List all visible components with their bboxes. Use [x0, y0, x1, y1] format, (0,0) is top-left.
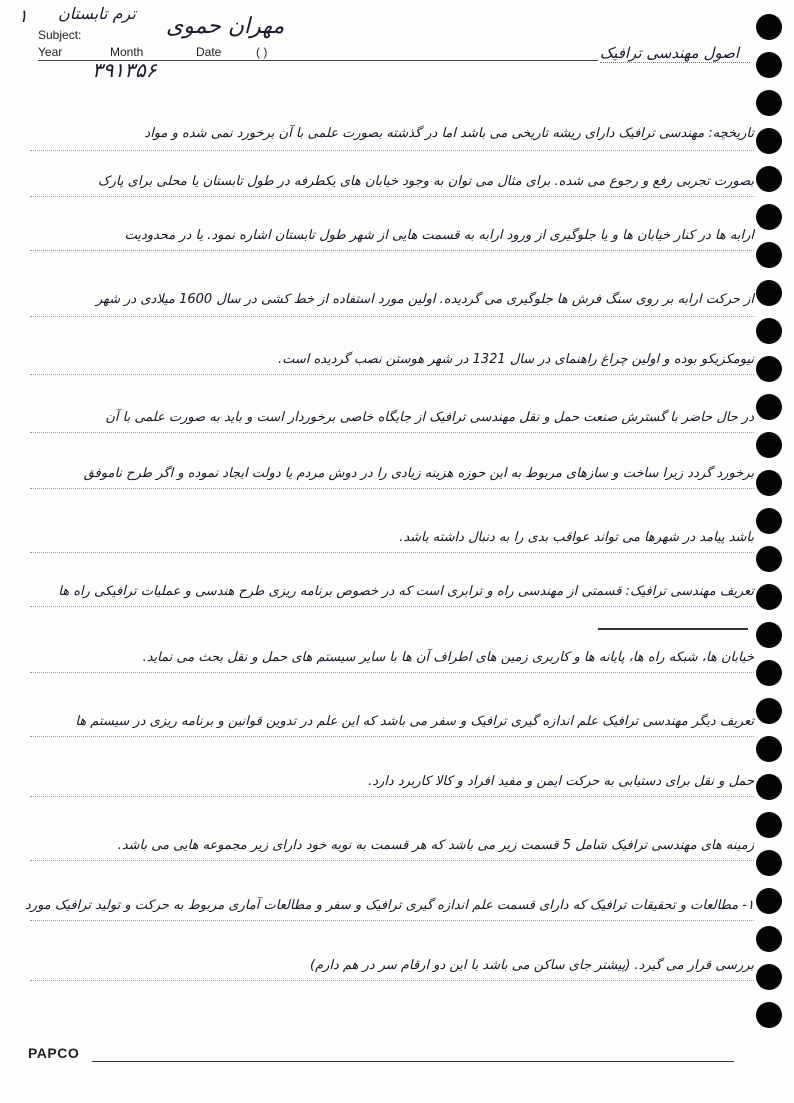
- subject-label: Subject:: [38, 28, 82, 42]
- month-label: Month: [110, 45, 144, 59]
- ruled-line: [30, 980, 754, 981]
- binder-hole-icon: [756, 508, 782, 534]
- binder-hole-icon: [756, 812, 782, 838]
- binder-hole-icon: [756, 660, 782, 686]
- body-line-8: باشد پیامد در شهرها می تواند عواقب بدی را به دنبال داشته باشد.: [399, 530, 754, 545]
- page-title: اصول مهندسی ترافیک: [599, 44, 739, 62]
- binder-hole-icon: [756, 52, 782, 78]
- body-line-7: برخورد گردد زیرا ساخت و سازهای مربوط به این حوزه هزینه زیادی را در دوش مردم یا دولت ایجاد نموده و اگر طرح ناموفق: [83, 466, 754, 481]
- ruled-line: [30, 374, 754, 375]
- body-line-11: تعریف دیگر مهندسی ترافیک علم اندازه گیری ترافیک و سفر می باشد که این علم در تدوین قوانین و برنامه ریزی در سیستم ها: [75, 714, 754, 729]
- binder-hole-icon: [756, 622, 782, 648]
- binder-hole-icon: [756, 888, 782, 914]
- ruled-line: [30, 316, 754, 317]
- year-label: Year: [38, 45, 63, 59]
- body-line-12: حمل و نقل برای دستیابی به حرکت ایمن و مفید افراد و کالا کاربرد دارد.: [368, 774, 754, 789]
- binder-hole-icon: [756, 204, 782, 230]
- student-number: ۳۹۱۳۵۶: [92, 58, 157, 82]
- binder-hole-icon: [756, 356, 782, 382]
- body-line-2: بصورت تجربی رفع و رجوع می شده. برای مثال می توان به وجود خیابان های یکطرفه در طول تابستان یا محلی برای پارک: [98, 174, 754, 189]
- ruled-line: [30, 196, 754, 197]
- body-line-15: بررسی قرار می گیرد. (پیشتر جای ساکن می باشد با این دو ارقام سر در هم دارم): [309, 958, 754, 973]
- papco-brand: PAPCO: [28, 1045, 80, 1061]
- ruled-line: [30, 488, 754, 489]
- binder-hole-icon: [756, 470, 782, 496]
- binder-hole-icon: [756, 432, 782, 458]
- body-line-1: تاریخچه: مهندسی ترافیک دارای ریشه تاریخی می باشد اما در گذشته بصورت علمی با آن برخورد نمی شده و مواد: [144, 126, 754, 141]
- binder-hole-icon: [756, 698, 782, 724]
- title-rule: [600, 62, 750, 63]
- ruled-line: [30, 250, 754, 251]
- ruled-line: [30, 552, 754, 553]
- ruled-line: [30, 920, 754, 921]
- binder-hole-icon: [756, 242, 782, 268]
- binder-hole-icon: [756, 1002, 782, 1028]
- binder-hole-icon: [756, 394, 782, 420]
- student-name: مهران حموی: [166, 14, 285, 39]
- body-line-9: تعریف مهندسی ترافیک: قسمتی از مهندسی راه و ترابری است که در خصوص برنامه ریزی طرح هندسی و عملیات ترافیکی راه ها: [58, 584, 754, 599]
- binder-hole-icon: [756, 280, 782, 306]
- footer-rule: [92, 1061, 734, 1062]
- body-line-4: از حرکت ارابه بر روی سنگ فرش ها جلوگیری می گردیده. اولین مورد استفاده از خط کشی در سال 1600 میلادی در شهر: [95, 292, 754, 307]
- ruled-line: [30, 150, 754, 151]
- ruled-line: [30, 860, 754, 861]
- binder-hole-icon: [756, 90, 782, 116]
- body-line-5: نیومکزیکو بوده و اولین چراغ راهنمای در سال 1321 در شهر هوستن نصب گردیده است.: [277, 352, 754, 367]
- binder-hole-icon: [756, 926, 782, 952]
- handwritten-term: ترم تابستان: [58, 4, 136, 23]
- definition-underline: [598, 628, 748, 630]
- ruled-line: [30, 736, 754, 737]
- date-bracket: ( ): [256, 45, 268, 59]
- binder-hole-icon: [756, 964, 782, 990]
- body-line-10: خیابان ها، شبکه راه ها، پایانه ها و کاربری زمین های اطراف آن ها با سایر سیستم های حمل و نقل بحث می نماید.: [142, 650, 754, 665]
- ruled-line: [30, 796, 754, 797]
- body-line-14: ۱- مطالعات و تحقیقات ترافیک که دارای قسمت علم اندازه گیری ترافیک و سفر و مطالعات آماری مربوط به حرکت و تولید ترافیک مورد: [25, 898, 754, 913]
- binder-hole-icon: [756, 166, 782, 192]
- binder-hole-icon: [756, 774, 782, 800]
- ruled-line: [30, 432, 754, 433]
- binder-hole-icon: [756, 736, 782, 762]
- body-line-6: در حال حاضر با گسترش صنعت حمل و نقل مهندسی ترافیک از جایگاه خاصی برخوردار است و باید به صورت علمی با آن: [105, 410, 754, 425]
- binder-hole-icon: [756, 14, 782, 40]
- binder-hole-icon: [756, 318, 782, 344]
- date-label: Date: [196, 45, 222, 59]
- binder-hole-icon: [756, 850, 782, 876]
- page-number: ۱: [18, 6, 28, 27]
- body-line-13: زمینه های مهندسی ترافیک شامل 5 قسمت زیر می باشد که هر قسمت به نوبه خود دارای زیر مجموعه هایی می باشد.: [117, 838, 754, 853]
- binder-holes: [756, 14, 786, 1040]
- ruled-line: [30, 606, 754, 607]
- binder-hole-icon: [756, 584, 782, 610]
- binder-hole-icon: [756, 546, 782, 572]
- binder-hole-icon: [756, 128, 782, 154]
- body-line-3: ارابه ها در کنار خیابان ها و یا جلوگیری از ورود ارابه به قسمت هایی از شهر طول تابستان اشاره نمود. یا در محدودیت: [124, 228, 754, 243]
- ruled-line: [30, 672, 754, 673]
